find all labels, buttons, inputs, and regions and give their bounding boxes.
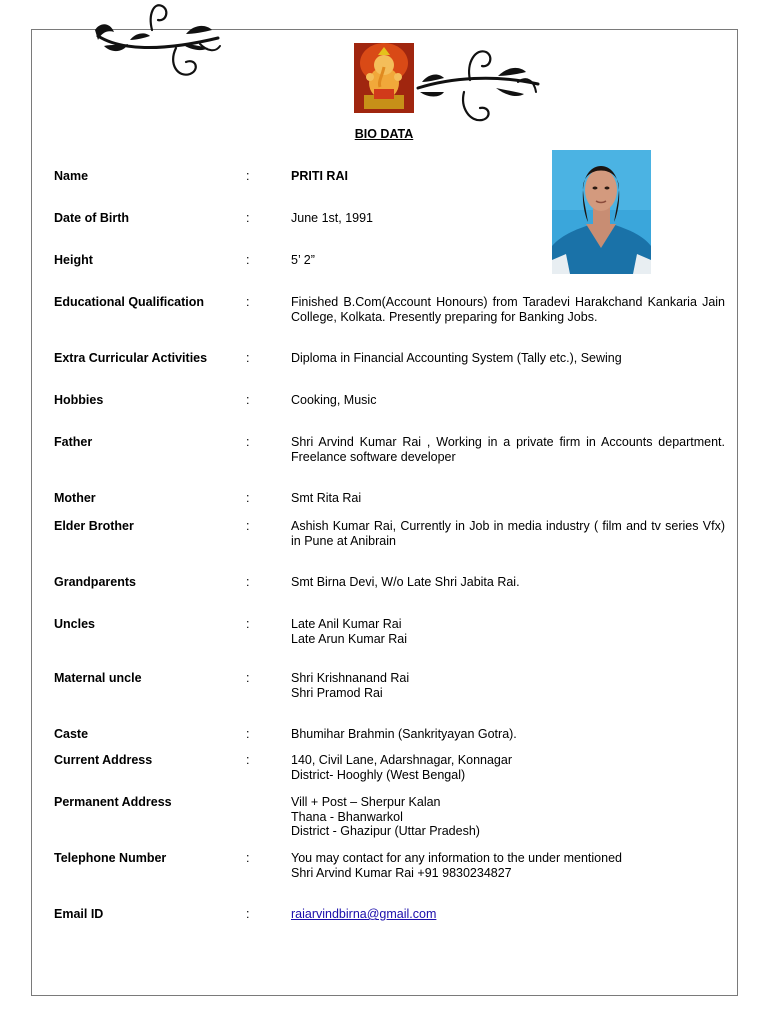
separator: : [246, 671, 250, 685]
separator: : [246, 907, 250, 921]
hobbies-value: Cooking, Music [291, 393, 377, 407]
extra-curricular-label: Extra Curricular Activities [54, 351, 208, 365]
grandparents-label: Grandparents [54, 575, 136, 589]
uncles-value [291, 617, 725, 646]
separator: : [246, 727, 250, 741]
separator: : [246, 435, 250, 449]
telephone-value [291, 851, 725, 880]
email-link[interactable]: raiarvindbirna@gmail.com [291, 907, 437, 921]
uncles-line: Late Anil Kumar Rai [291, 617, 402, 631]
telephone-label: Telephone Number [54, 851, 167, 865]
separator: : [246, 351, 250, 365]
height-value: 5’ 2” [291, 253, 315, 267]
permanent-address-line: District - Ghazipur (Uttar Pradesh) [291, 824, 480, 838]
separator: : [246, 753, 250, 767]
uncles-line: Late Arun Kumar Rai [291, 631, 408, 646]
deity-image [354, 43, 414, 113]
father-value: Shri Arvind Kumar Rai , Working in a private firm in Accounts department. Freelance software developer [291, 435, 725, 464]
separator: : [246, 211, 250, 225]
maternal-uncle-line: Shri Pramod Rai [291, 685, 383, 700]
mother-value: Smt Rita Rai [291, 491, 362, 505]
permanent-address-line: Thana - Bhanwarkol [291, 809, 403, 824]
separator: : [246, 295, 250, 309]
height-label: Height [54, 253, 93, 267]
separator: : [246, 575, 250, 589]
uncles-label: Uncles [54, 617, 95, 631]
telephone-line: Shri Arvind Kumar Rai +91 9830234827 [291, 865, 512, 880]
hobbies-label: Hobbies [54, 393, 104, 407]
email-label: Email ID [54, 907, 104, 921]
education-value: Finished B.Com(Account Honours) from Taradevi Harakchand Kankaria Jain College, Kolkata. Presently preparing for Banking Jobs. [291, 295, 725, 324]
current-address-line: 140, Civil Lane, Adarshnagar, Konnagar [291, 753, 512, 767]
elder-brother-label: Elder Brother [54, 519, 134, 533]
separator: : [246, 851, 250, 865]
page-title: BIO DATA [354, 127, 414, 141]
separator: : [246, 169, 250, 183]
separator: : [246, 519, 250, 533]
separator: : [246, 253, 250, 267]
elder-brother-value: Ashish Kumar Rai, Currently in Job in media industry ( film and tv series Vfx) in Pune at Anibrain [291, 519, 725, 548]
grandparents-value: Smt Birna Devi, W/o Late Shri Jabita Rai. [291, 575, 520, 589]
current-address-line: District- Hooghly (West Bengal) [291, 767, 466, 782]
maternal-uncle-value [291, 671, 725, 700]
maternal-uncle-line: Shri Krishnanand Rai [291, 671, 410, 685]
caste-label: Caste [54, 727, 89, 741]
father-label: Father [54, 435, 93, 449]
permanent-address-value [291, 795, 725, 839]
dob-label: Date of Birth [54, 211, 129, 225]
caste-value: Bhumihar Brahmin (Sankrityayan Gotra). [291, 727, 517, 741]
mother-label: Mother [54, 491, 96, 505]
email-value [291, 907, 725, 922]
telephone-line: You may contact for any information to the under mentioned [291, 851, 622, 865]
extra-curricular-value: Diploma in Financial Accounting System (Tally etc.), Sewing [291, 351, 622, 365]
maternal-uncle-label: Maternal uncle [54, 671, 142, 685]
current-address-label: Current Address [54, 753, 153, 767]
separator: : [246, 393, 250, 407]
current-address-value [291, 753, 725, 782]
separator: : [246, 617, 250, 631]
name-label: Name [54, 169, 89, 183]
permanent-address-label: Permanent Address [54, 795, 172, 809]
name-value: PRITI RAI [291, 169, 348, 183]
permanent-address-line: Vill + Post – Sherpur Kalan [291, 795, 441, 809]
dob-value: June 1st, 1991 [291, 211, 374, 225]
flourish-ornament-right [414, 40, 544, 126]
separator: : [246, 491, 250, 505]
education-label: Educational Qualification [54, 295, 205, 309]
flourish-ornament-left [90, 0, 225, 82]
